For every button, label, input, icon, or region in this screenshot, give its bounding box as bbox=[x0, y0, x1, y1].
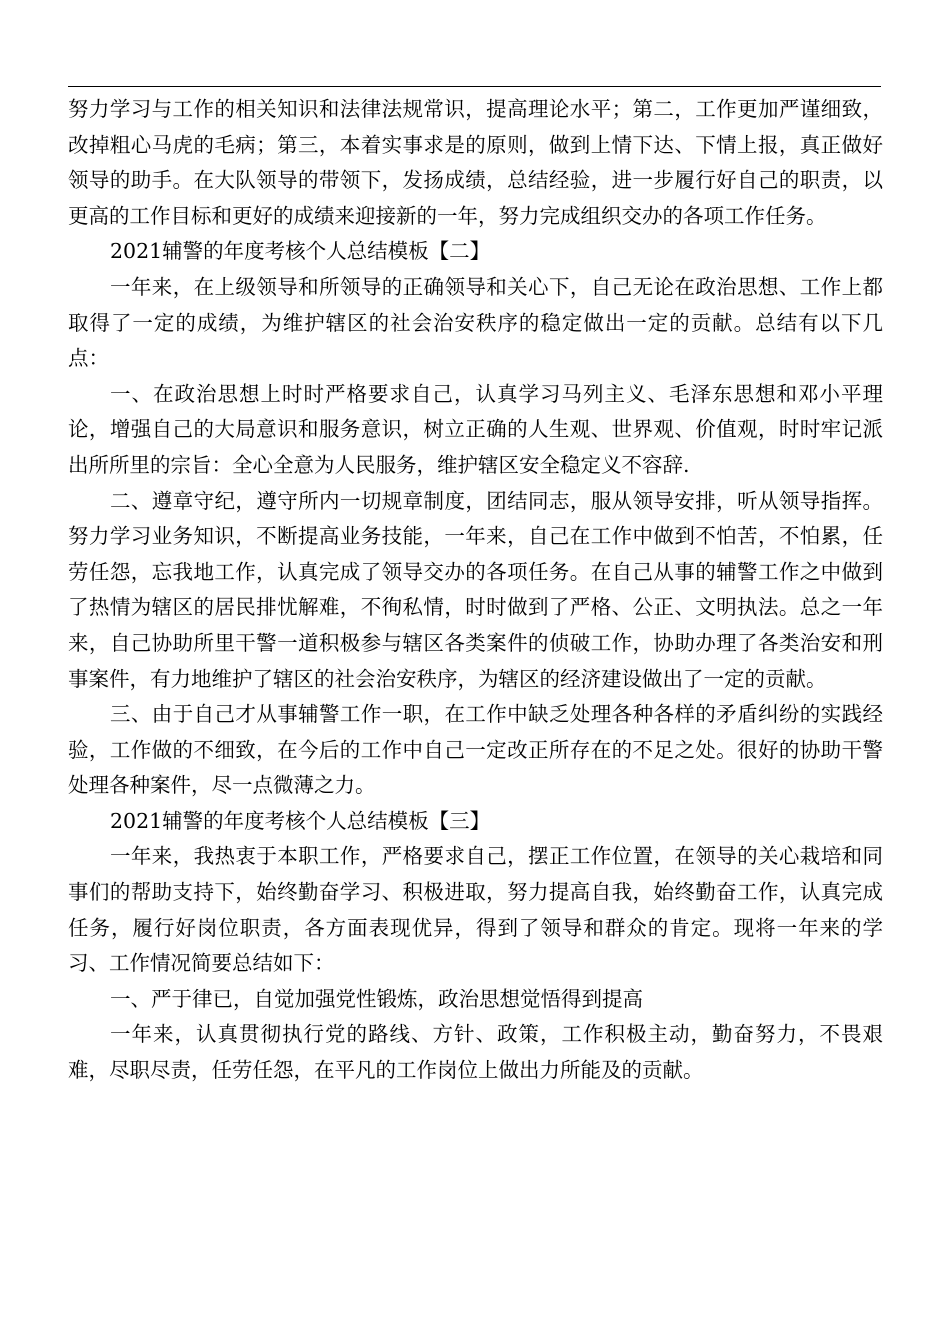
paragraph-body-final: 一年来，认真贯彻执行党的路线、方针、政策，工作积极主动，勤奋努力，不畏艰难，尽职尽责，任劳任怨，在平凡的工作岗位上做出力所能及的贡献。 bbox=[68, 1022, 883, 1083]
subheading-point-1: 一、严于律已，自觉加强党性锻炼，政治思想觉悟得到提高 bbox=[110, 986, 643, 1011]
paragraph-intro-2: 一年来，在上级领导和所领导的正确领导和关心下，自己无论在政治思想、工作上都取得了一定的成绩，为维护辖区的社会治安秩序的稳定做出一定的贡献。总结有以下几点： bbox=[68, 274, 883, 371]
header-rule bbox=[68, 86, 881, 87]
document-body bbox=[68, 92, 883, 1089]
paragraph-continuation: 努力学习与工作的相关知识和法律法规常识，提高理论水平；第二，工作更加严谨细致，改掉粗心马虎的毛病；第三，本着实事求是的原则，做到上情下达、下情上报，真正做好领导的助手。在大队领导的带领下，发扬成绩，总结经验，进一步履行好自己的职责，以更高的工作目标和更好的成绩来迎接新的一年，努力完成组织交办的各项工作任务。 bbox=[68, 97, 883, 228]
section-heading-2: 2021辅警的年度考核个人总结模板【二】 bbox=[110, 239, 491, 264]
paragraph-intro-3: 一年来，我热衷于本职工作，严格要求自己，摆正工作位置，在领导的关心栽培和同事们的帮助支持下，始终勤奋学习、积极进取，努力提高自我，始终勤奋工作，认真完成任务，履行好岗位职责，各方面表现优异，得到了领导和群众的肯定。现将一年来的学习、工作情况简要总结如下： bbox=[68, 844, 883, 976]
paragraph-point-1: 一、在政治思想上时时严格要求自己，认真学习马列主义、毛泽东思想和邓小平理论，增强自己的大局意识和服务意识，树立正确的人生观、世界观、价值观，时时牢记派出所所里的宗旨：全心全意为人民服务，维护辖区安全稳定义不容辞. bbox=[68, 381, 883, 477]
paragraph-point-2: 二、遵章守纪，遵守所内一切规章制度，团结同志，服从领导安排，听从领导指挥。努力学习业务知识，不断提高业务技能，一年来，自己在工作中做到不怕苦，不怕累，任劳任怨，忘我地工作，认真完成了领导交办的各项任务。在自己从事的辅警工作之中做到了热情为辖区的居民排忧解难，不徇私情，时时做到了严格、公正、文明执法。总之一年来，自己协助所里干警一道积极参与辖区各类案件的侦破工作，协助办理了各类治安和刑事案件，有力地维护了辖区的社会治安秩序，为辖区的经济建设做出了一定的贡献。 bbox=[68, 488, 883, 691]
section-heading-3: 2021辅警的年度考核个人总结模板【三】 bbox=[110, 808, 491, 833]
paragraph-point-3: 三、由于自己才从事辅警工作一职，在工作中缺乏处理各种各样的矛盾纠纷的实践经验，工作做的不细致，在今后的工作中自己一定改正所存在的不足之处。很好的协助干警处理各种案件，尽一点微薄之力。 bbox=[68, 702, 883, 798]
